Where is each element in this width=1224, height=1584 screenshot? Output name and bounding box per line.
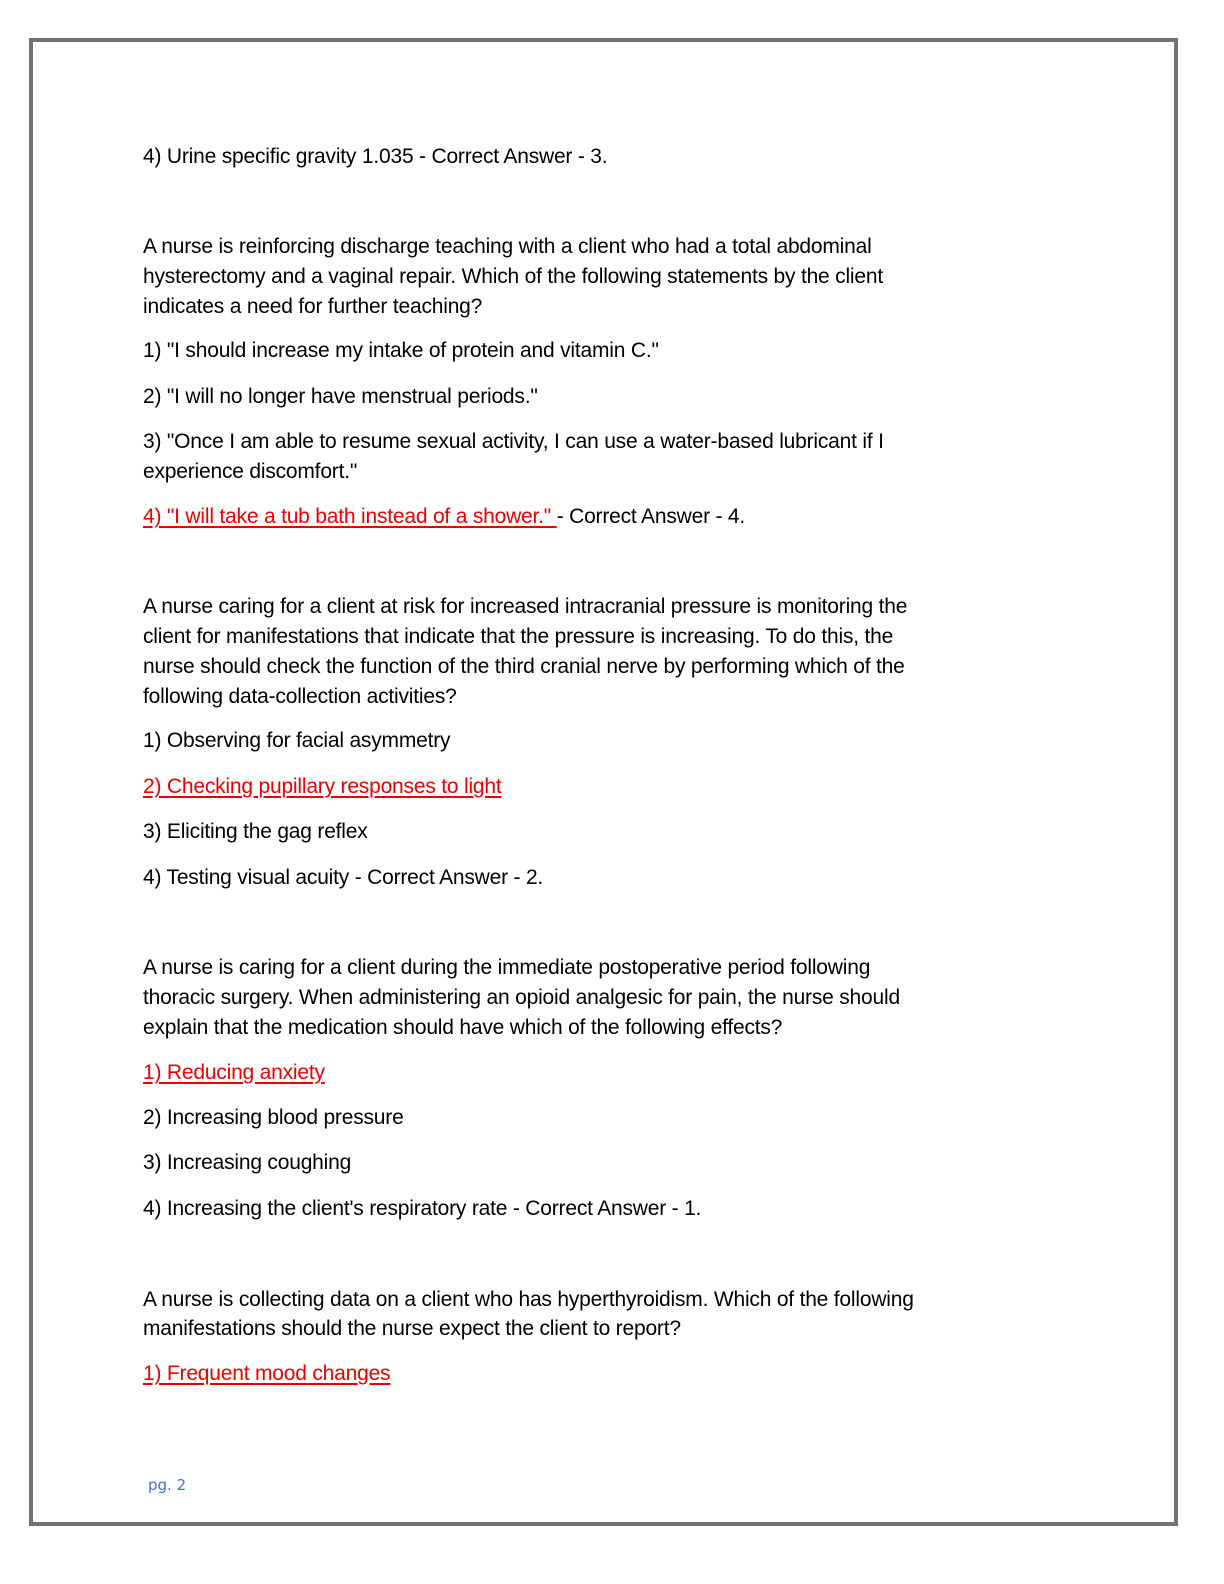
question-2-line: A nurse caring for a client at risk for increased intracranial pressure is monitoring the bbox=[143, 595, 908, 618]
q2-option-2-correct: 2) Checking pupillary responses to light bbox=[143, 775, 502, 798]
q1-option-3: 3) "Once I am able to resume sexual activity, I can use a water-based lubricant if I bbox=[143, 430, 884, 453]
q1-option-1: 1) "I should increase my intake of protein and vitamin C." bbox=[143, 339, 659, 362]
question-3-line: A nurse is caring for a client during the immediate postoperative period following bbox=[143, 956, 871, 979]
q3-option-3: 3) Increasing coughing bbox=[143, 1151, 352, 1174]
q2-option-4: 4) Testing visual acuity - Correct Answer - 2. bbox=[143, 866, 544, 889]
question-4-line: manifestations should the nurse expect the client to report? bbox=[143, 1317, 681, 1340]
q3-option-4: 4) Increasing the client's respiratory rate - Correct Answer - 1. bbox=[143, 1197, 702, 1220]
question-2-line: nurse should check the function of the third cranial nerve by performing which of the bbox=[143, 655, 905, 678]
question-4-line: A nurse is collecting data on a client who has hyperthyroidism. Which of the following bbox=[143, 1288, 914, 1311]
question-1-line: A nurse is reinforcing discharge teaching with a client who had a total abdominal bbox=[143, 235, 872, 258]
question-1-line: indicates a need for further teaching? bbox=[143, 295, 483, 318]
question-3-line: thoracic surgery. When administering an opioid analgesic for pain, the nurse should bbox=[143, 986, 900, 1009]
q1-option-2: 2) "I will no longer have menstrual periods." bbox=[143, 385, 538, 408]
question-3-line: explain that the medication should have which of the following effects? bbox=[143, 1016, 783, 1039]
page-number: pg. 2 bbox=[148, 1476, 187, 1494]
q1-option-4 bbox=[143, 502, 745, 532]
q1-option-3-cont: experience discomfort." bbox=[143, 460, 358, 483]
previous-answer-line: 4) Urine specific gravity 1.035 - Correct Answer - 3. bbox=[143, 145, 608, 168]
q3-option-1-correct: 1) Reducing anxiety bbox=[143, 1061, 325, 1084]
q3-option-2: 2) Increasing blood pressure bbox=[143, 1106, 404, 1129]
q2-option-1: 1) Observing for facial asymmetry bbox=[143, 729, 451, 752]
question-2-line: client for manifestations that indicate that the pressure is increasing. To do this, the bbox=[143, 625, 894, 648]
q1-correct-option: 4) "I will take a tub bath instead of a shower." bbox=[143, 505, 557, 528]
q4-option-1-correct: 1) Frequent mood changes bbox=[143, 1362, 391, 1385]
q2-option-3: 3) Eliciting the gag reflex bbox=[143, 820, 368, 843]
question-2-line: following data-collection activities? bbox=[143, 685, 457, 708]
q1-answer: - Correct Answer - 4. bbox=[556, 505, 746, 528]
question-1-line: hysterectomy and a vaginal repair. Which of the following statements by the client bbox=[143, 265, 883, 288]
